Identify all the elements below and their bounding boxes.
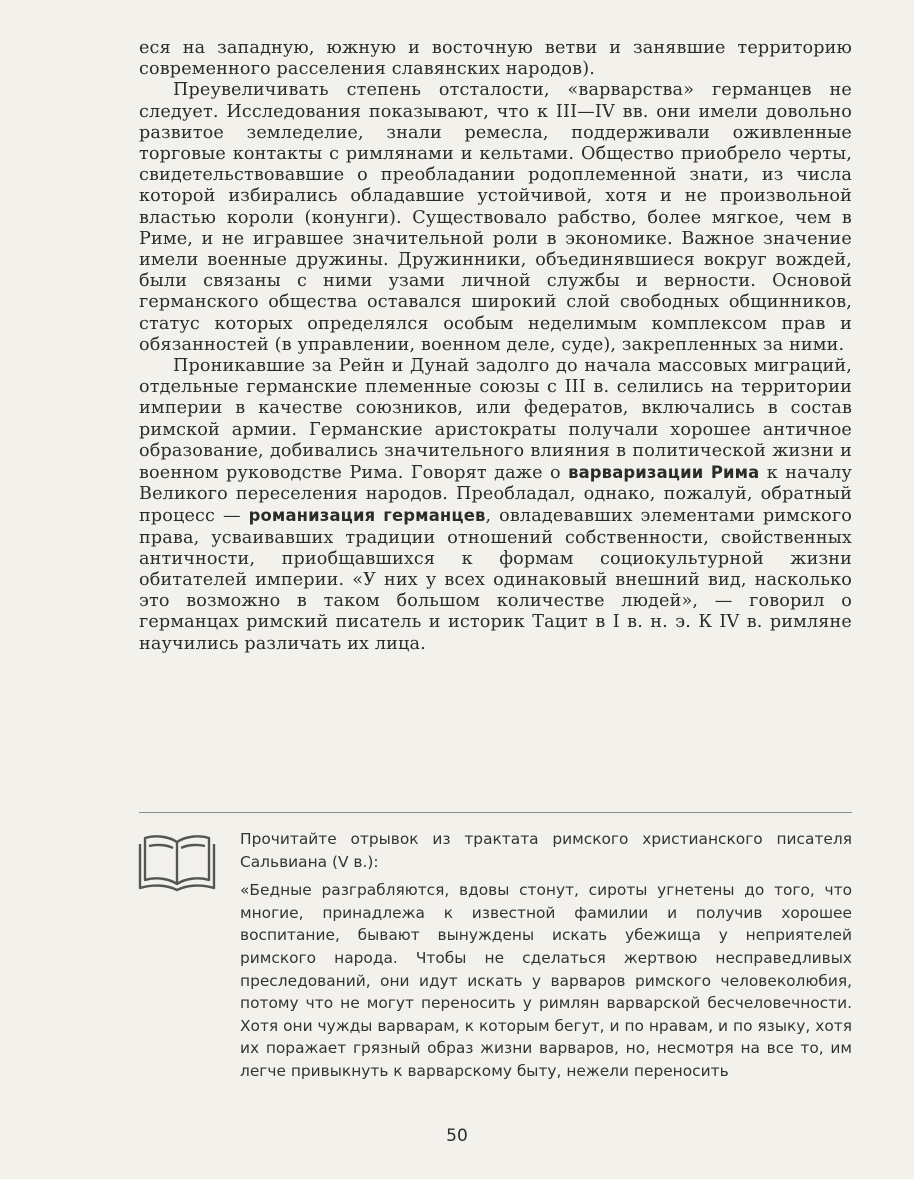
- page-number: 50: [446, 1126, 468, 1146]
- paragraph-1: еся на западную, южную и восточную ветви и занявшие территорию современного расселения славянских народов).: [139, 38, 852, 80]
- main-text: [139, 38, 852, 655]
- open-book-icon: [137, 832, 217, 894]
- paragraph-2: Преувеличивать степень отсталости, «варварства» германцев не следует. Исследования показывают, что к III—IV вв. они имели довольно развитое земледелие, знали ремесла, поддерживали оживленные торговые контакты с римлянами и кельтами. Общество приобрело черты, свидетельствовавшие о преобладании родоплеменной знати, из числа которой избирались обладавшие устойчивой, хотя и не произвольной властью короли (конунги). Существовало рабство, более мягкое, чем в Риме, и не игравшее значительной роли в экономике. Важное значение имели военные дружины. Дружинники, объединявшиеся вокруг вождей, были связаны с ними узами личной службы и верности. Основой германского общества оставался широкий слой свободных общинников, статус которых определялся особым неделимым комплексом прав и обязанностей (в управлении, военном деле, суде), закрепленных за ними.: [139, 80, 852, 355]
- section-divider: [139, 812, 852, 813]
- paragraph-3-part-c: , овладевавших элементами римского права, усваивавших традиции отношений собственности, свойственных античности, приобщавшихся к формам социокультурной жизни обитателей империи. «У них у всех одинаковый внешний вид, насколько это возможно в таком большом количестве людей», — говорил о германцах римский писатель и историк Тацит в I в. н. э. К IV в. римляне научились различать их лица.: [139, 506, 852, 654]
- source-task: Прочитайте отрывок из трактата римского христианского писателя Сальвиана (V в.):: [240, 830, 852, 871]
- term-romanization-of-germans: романизация германцев: [248, 506, 486, 526]
- paragraph-3-part-b: к началу Великого переселения народов. Преобладал, однако, пожалуй, обратный процесс —: [139, 463, 853, 527]
- paragraph-3: [139, 356, 852, 655]
- source-quote: «Бедные разграбляются, вдовы стонут, сироты угнетены до того, что многие, принадлежа к известной фамилии и получив хорошее воспитание, бывают вынуждены искать убежища у неприятелей римского народа. Чтобы не сделаться жертвою несправедливых преследований, они идут искать у варваров римского человеколюбия, потому что не могут переносить у римлян варварской бесчеловечности. Хотя они чужды варварам, к которым бегут, и по нравам, и по языку, хотя их поражает грязный образ жизни варваров, но, несмотря на все то, им легче привыкнуть к варварскому быту, нежели переносить: [240, 881, 852, 1080]
- source-box: [240, 828, 852, 1083]
- paragraph-3-part-a: Проникавшие за Рейн и Дунай задолго до начала массовых миграций, отдельные германские племенные союзы с III в. селились на территории империи в качестве союзников, или федератов, включались в состав римской армии. Германские аристократы получали хорошее античное образование, добивались значительного влияния в политической жизни и военном руководстве Рима. Говорят даже о: [139, 356, 852, 484]
- term-barbarization-of-rome: варваризации Рима: [568, 463, 760, 483]
